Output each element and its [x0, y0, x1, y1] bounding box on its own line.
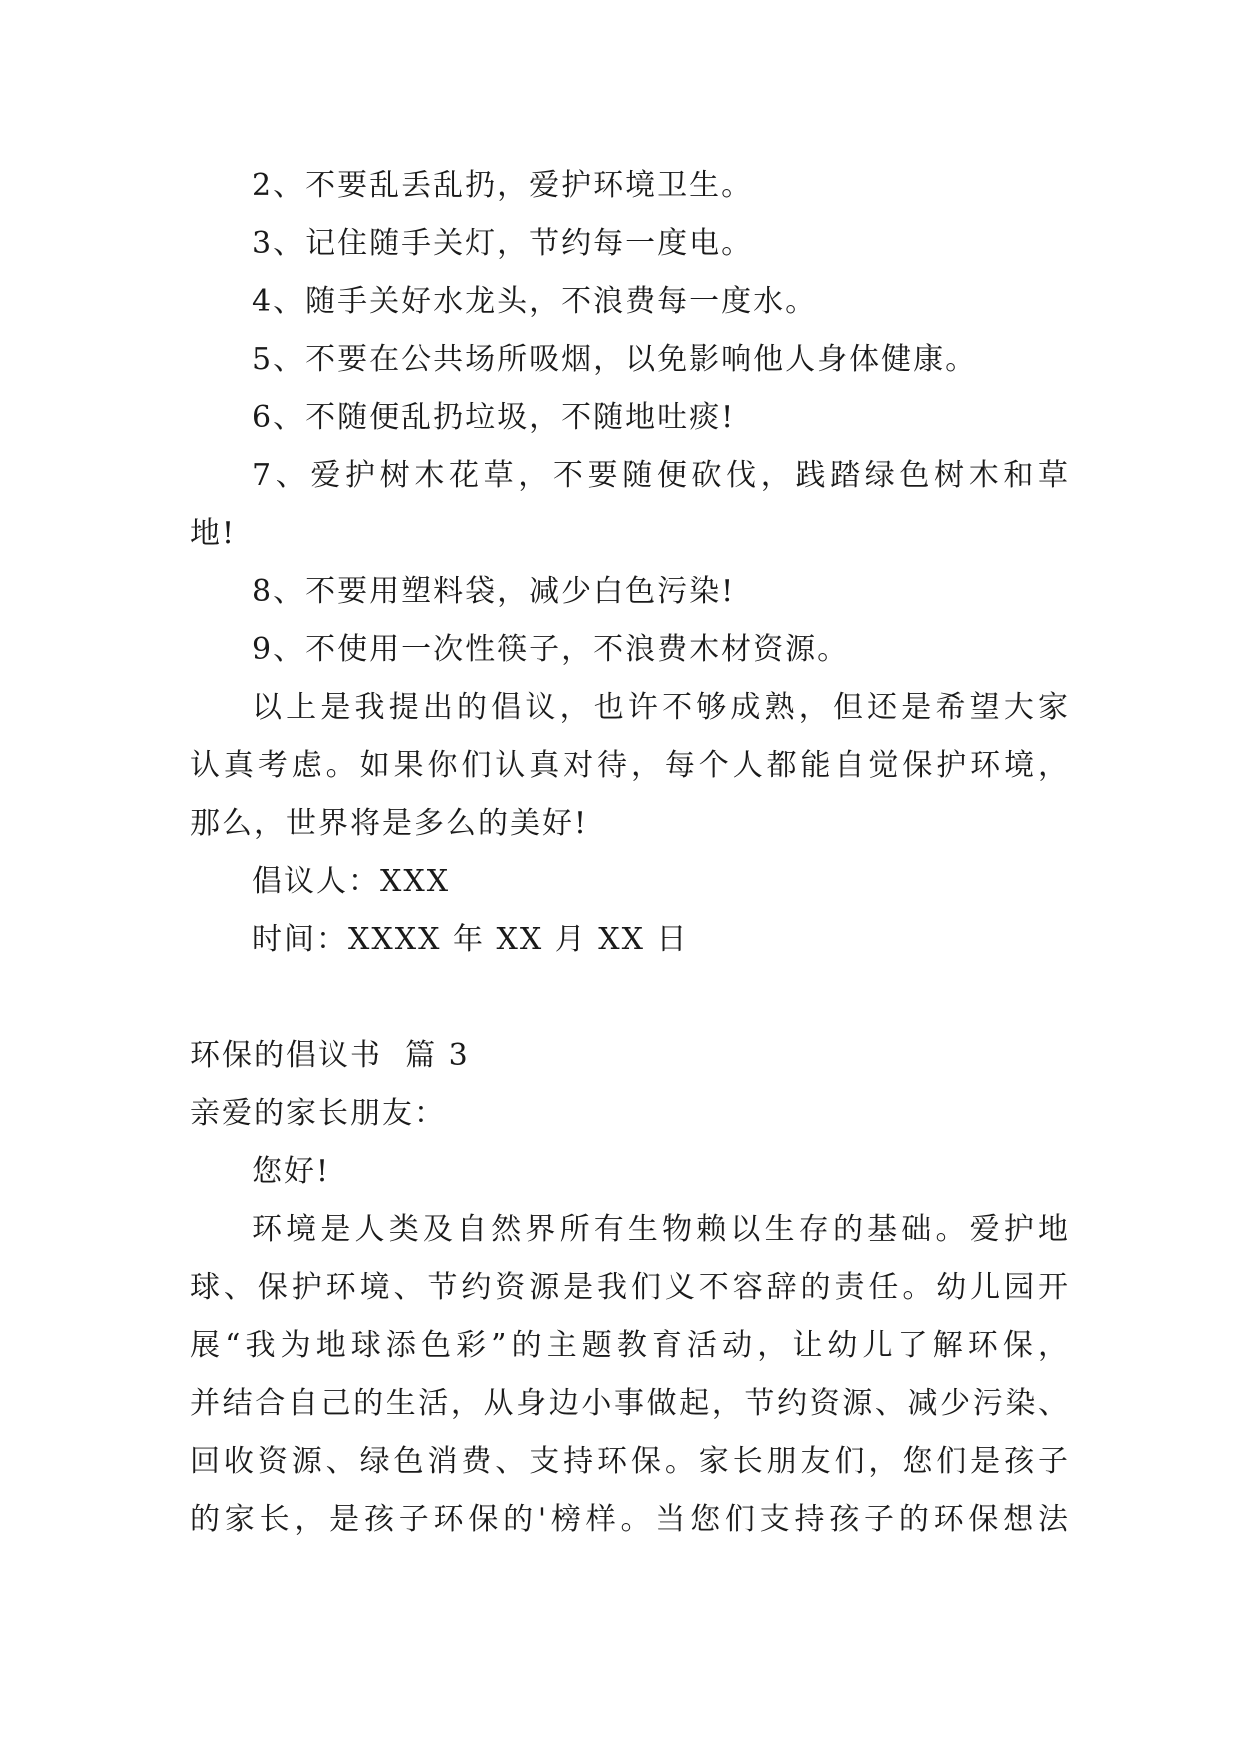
document-body: [190, 157, 1070, 1549]
list-item-7: 7、爱护树木花草，不要随便砍伐，践踏绿色树木和草: [252, 458, 1070, 493]
closing-paragraph-line: 那么，世界将是多么的美好!: [190, 806, 589, 841]
list-item-7-continued: 地!: [190, 516, 237, 551]
greeting: 您好!: [252, 1154, 331, 1189]
section-spacer: [190, 969, 1070, 1027]
closing-paragraph-line: 认真考虑。如果你们认真对待，每个人都能自觉保护环境，: [190, 748, 1070, 783]
list-item-8: 8、不要用塑料袋，减少白色污染!: [252, 574, 736, 609]
list-item-9: 9、不使用一次性筷子，不浪费木材资源。: [252, 632, 850, 667]
signature-initiator: 倡议人：XXX: [252, 864, 451, 899]
body-paragraph-line: 展“我为地球添色彩”的主题教育活动，让幼儿了解环保，: [190, 1328, 1070, 1363]
body-paragraph-line: 的家长，是孩子环保的'榜样。当您们支持孩子的环保想法: [190, 1502, 1070, 1537]
body-paragraph-line: 回收资源、绿色消费、支持环保。家长朋友们，您们是孩子: [190, 1444, 1070, 1479]
list-item-3: 3、记住随手关灯，节约每一度电。: [252, 226, 754, 261]
salutation: 亲爱的家长朋友：: [190, 1096, 446, 1131]
list-item-2: 2、不要乱丢乱扔，爱护环境卫生。: [252, 168, 754, 203]
list-item-5: 5、不要在公共场所吸烟，以免影响他人身体健康。: [252, 342, 978, 377]
body-paragraph-line: 球、保护环境、节约资源是我们义不容辞的责任。幼儿园开: [190, 1270, 1070, 1305]
body-paragraph-line: 并结合自己的生活，从身边小事做起，节约资源、减少污染、: [190, 1386, 1070, 1421]
section-heading: 环保的倡议书 篇 3: [190, 1038, 470, 1073]
signature-date: 时间：XXXX 年 XX 月 XX 日: [252, 922, 689, 957]
closing-paragraph-line: 以上是我提出的倡议，也许不够成熟，但还是希望大家: [252, 690, 1070, 725]
list-item-4: 4、随手关好水龙头，不浪费每一度水。: [252, 284, 818, 319]
body-paragraph-line: 环境是人类及自然界所有生物赖以生存的基础。爱护地: [252, 1212, 1070, 1247]
list-item-6: 6、不随便乱扔垃圾，不随地吐痰!: [252, 400, 736, 435]
